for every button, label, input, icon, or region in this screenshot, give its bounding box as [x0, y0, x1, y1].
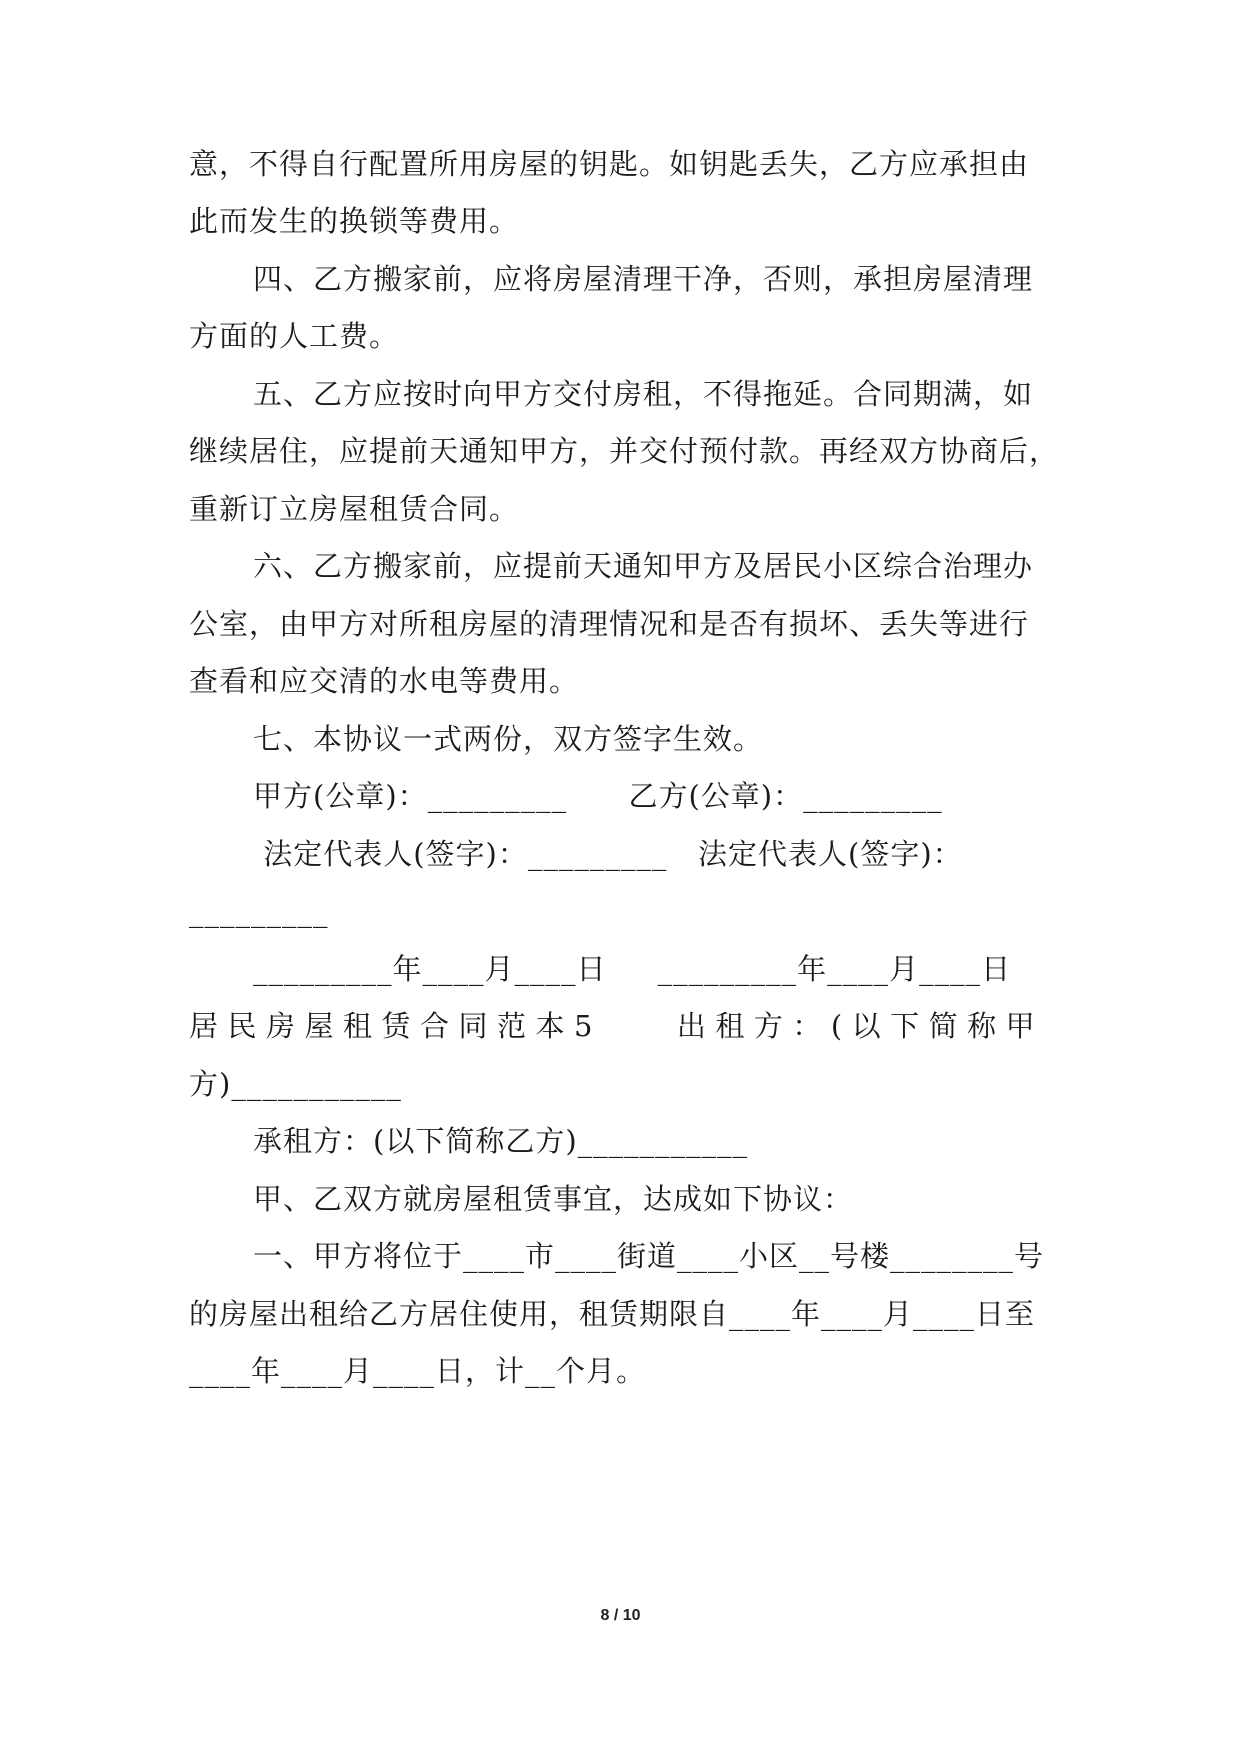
- text-line: 六、乙方搬家前，应提前天通知甲方及居民小区综合治理办: [253, 549, 1034, 583]
- text-line: 方面的人工费。: [189, 319, 400, 353]
- section-heading: 居民房屋租赁合同范本5 出租方：(以下简称甲: [189, 1009, 1045, 1043]
- date-line: _________年____月____日 _________年____月____日: [253, 952, 1012, 986]
- text-line: 此而发生的换锁等费用。: [189, 204, 520, 238]
- text-line: 四、乙方搬家前，应将房屋清理干净，否则，承担房屋清理: [253, 262, 1034, 296]
- text-line: 继续居住，应提前天通知甲方，并交付预付款。再经双方协商后，: [189, 434, 1060, 468]
- text-line: ____年____月____日，计__个月。: [189, 1354, 647, 1388]
- text-line: 一、甲方将位于____市____街道____小区__号楼________号: [253, 1239, 1045, 1273]
- text-line: 公室，由甲方对所租房屋的清理情况和是否有损坏、丢失等进行: [189, 607, 1030, 641]
- signature-blank: _________: [189, 894, 329, 928]
- text-line: 承租方：(以下简称乙方)___________: [253, 1124, 749, 1158]
- text-line: 意，不得自行配置所用房屋的钥匙。如钥匙丢失，乙方应承担由: [189, 147, 1030, 181]
- page-number: 8 / 10: [600, 1607, 641, 1624]
- text-line: 查看和应交清的水电等费用。: [189, 664, 580, 698]
- text-line: 七、本协议一式两份，双方签字生效。: [253, 722, 764, 756]
- text-line: 甲、乙双方就房屋租赁事宜，达成如下协议：: [253, 1182, 854, 1216]
- text-line: 五、乙方应按时向甲方交付房租，不得拖延。合同期满，如: [253, 377, 1034, 411]
- signature-line-seal: 甲方(公章)：_________ 乙方(公章)：_________: [253, 779, 943, 813]
- text-line: 方)___________: [189, 1067, 402, 1101]
- text-line: 重新订立房屋租赁合同。: [189, 492, 520, 526]
- text-line: 的房屋出租给乙方居住使用，租赁期限自____年____月____日至: [189, 1297, 1036, 1331]
- signature-line-representative: 法定代表人(签字)：_________ 法定代表人(签字)：: [253, 837, 963, 871]
